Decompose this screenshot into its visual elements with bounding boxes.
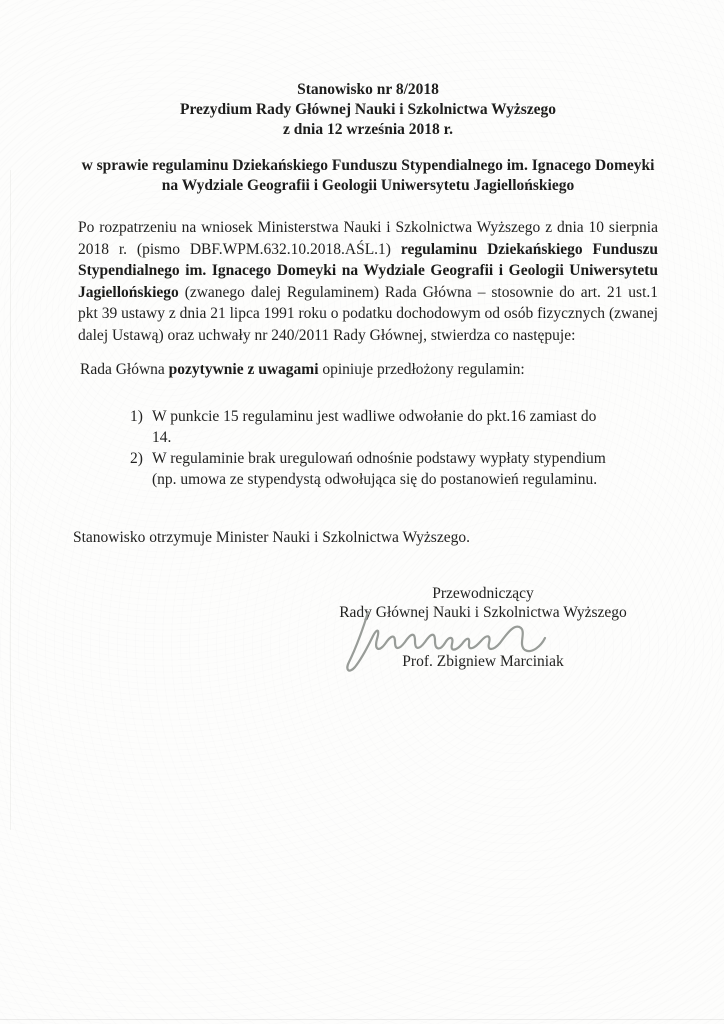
document-title [78, 80, 658, 140]
subject-line-2: na Wydziale Geografii i Geologii Uniwersytetu Jagiellońskiego [161, 177, 575, 194]
remark-item-1 [130, 406, 612, 448]
opinion-line [80, 359, 658, 381]
opinion-segment-1: Rada Główna [80, 361, 169, 378]
title-line-date: z dnia 12 września 2018 r. [283, 121, 453, 138]
distribution-line: Stanowisko otrzymuje Minister Nauki i Szkolnictwa Wyższego. [73, 528, 470, 546]
document-subject [78, 156, 658, 196]
remark-2-number: 2) [130, 449, 143, 467]
opinion-segment-bold: pozytywnie z uwagami [168, 361, 319, 378]
title-line-issuer: Prezydium Rady Głównej Nauki i Szkolnictwa Wyższego [179, 101, 557, 118]
signature-signer-name: Prof. Zbigniew Marciniak [402, 652, 564, 670]
signature-role-line-2: Rady Głównej Nauki i Szkolnictwa Wyższego [339, 604, 627, 621]
body-segment-3: (zwanego dalej Regulaminem) Rada Główna – stosownie do art. 21 ust.1 pkt 39 ustawy z dnia 21 lipca 1991 roku o podatku dochodowym od osób fizycznych (zwanej dalej Ustawą) oraz uchwały nr 240/2011 Rady Głównej, stwierdza co następuje: [78, 283, 658, 344]
body-segment-bold: regulaminu Dziekańskiego Funduszu Stypendialnego im. Ignacego Domeyki na Wydziale Geografii i Geologii Uniwersytetu Jagiellońskiego [78, 240, 659, 301]
remark-1-number: 1) [130, 407, 143, 425]
signature-block [328, 584, 638, 672]
body-paragraph [78, 217, 658, 346]
body-segment-1: Po rozpatrzeniu na wniosek Ministerstwa Nauki i Szkolnictwa Wyższego z dnia 10 sierpnia 2018 r. (pismo DBF.WPM.632.10.2018.AŚL.1) [78, 219, 658, 258]
scan-artifact-bottom-edge [0, 1019, 724, 1020]
signature-role-line-1: Przewodniczący [432, 584, 534, 602]
remark-item-2 [130, 448, 612, 490]
subject-line-1: w sprawie regulaminu Dziekańskiego Funduszu Stypendialnego im. Ignacego Domeyki [81, 157, 655, 174]
remark-1-text: W punkcie 15 regulaminu jest wadliwe odwołanie do pkt.16 zamiast do 14. [152, 407, 597, 446]
remarks-list [130, 406, 612, 490]
remark-2-text: W regulaminie brak uregulowań odnośnie podstawy wypłaty stypendium (np. umowa ze stypendystą odwołująca się do postanowień regulaminu. [152, 449, 606, 488]
opinion-segment-3: opiniuje przedłożony regulamin: [318, 361, 525, 378]
title-line-number: Stanowisko nr 8/2018 [297, 81, 439, 98]
